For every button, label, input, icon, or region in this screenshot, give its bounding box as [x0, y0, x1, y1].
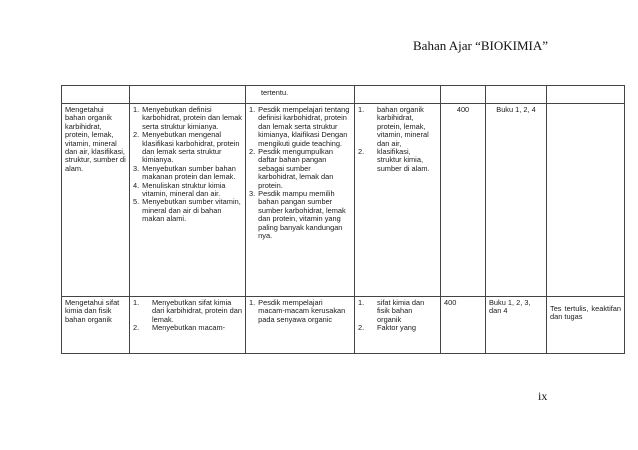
activities-cell	[246, 297, 355, 354]
learning-sources: Buku 1, 2, 4	[496, 105, 536, 114]
indicators-cell	[130, 104, 246, 297]
table-cell	[547, 86, 625, 104]
competency-text: Mengetahui sifat kimia dan fisik bahan organik	[65, 298, 120, 324]
time-cell	[441, 297, 486, 354]
list-item: 2. Menyebutkan mengenal klasifikasi karbohidrat, protein dan lemak serta struktur kimianya.	[133, 130, 240, 165]
list-item: 4. Menuliskan struktur kimia vitamin, mineral dan air.	[133, 180, 226, 199]
time-cell	[441, 104, 486, 297]
time-allocation: 400	[444, 298, 457, 307]
continuation-text: tertentu.	[261, 88, 289, 97]
table-row	[62, 104, 625, 297]
assessment-cell	[547, 297, 625, 354]
list-item: 2. Menyebutkan macam-	[133, 323, 226, 333]
list-item: 3. Pesdik mampu memilih bahan pangan sumber sumber karbohidrat, lemak dan protein, vitamin yang paling banyak kandungan nya.	[249, 189, 346, 241]
table-row	[62, 297, 625, 354]
list-item: 2. Pesdik mengumpulkan daftar bahan pangan sebagai sumber karbohidrat, lemak dan protein.	[249, 147, 334, 190]
list-item: 1. sifat kimia dan fisik bahan organik	[358, 298, 425, 324]
activity-continuation-cell	[246, 86, 355, 104]
sources-cell	[486, 297, 547, 354]
competency-cell	[62, 297, 130, 354]
list-item: 1. Pesdik mempelajari tentang definisi karbohidrat, protein dan lemak serta struktur kimianya, klaifikasi Dengan mengikuti guide teaching.	[249, 105, 350, 148]
assessment-text: Tes tertulis, keaktifan dan tugas	[550, 304, 621, 322]
list-item: 2. Faktor yang	[358, 323, 417, 333]
page-number: ix	[538, 389, 548, 403]
table-cell	[486, 86, 547, 104]
table-row-continuation	[62, 86, 625, 104]
table-cell	[130, 86, 246, 104]
assessment-cell	[547, 104, 625, 297]
sources-cell	[486, 104, 547, 297]
list-item: 5. Menyebutkan sumber vitamin, mineral dan air di bahan makan alami.	[133, 197, 241, 224]
table-cell	[355, 86, 441, 104]
document-header-title: Bahan Ajar “BIOKIMIA”	[413, 38, 549, 53]
indicators-cell	[130, 297, 246, 354]
list-item: 2. klasifikasi, struktur kimia, sumber di alam.	[358, 147, 430, 173]
list-item: 1. bahan organik karbihidrat, protein, lemak, vitamin, mineral dan air,	[358, 105, 429, 148]
list-item: 1. Menyebutkan definisi karbohidrat, protein dan lemak serta struktur kimianya.	[133, 105, 243, 131]
time-allocation: 400	[456, 105, 470, 114]
list-item: 1. Pesdik mempelajari macam-macam kerusakan pada senyawa organic	[249, 298, 346, 324]
materials-cell	[355, 104, 441, 297]
list-item: 3. Menyebutkan sumber bahan makanan protein dan lemak.	[133, 163, 236, 182]
competency-text: Mengetahui bahan organik karbihidrat, protein, lemak, vitamin, mineral dan air, klasifikasi, struktur, sumber di alam.	[65, 105, 126, 173]
activities-cell	[246, 104, 355, 297]
syllabus-table	[61, 85, 625, 354]
competency-cell	[62, 104, 130, 297]
materials-cell	[355, 297, 441, 354]
list-item: 1. Menyebutkan sifat kimia dari karbihidrat, protein dan lemak.	[133, 298, 242, 324]
table-cell	[62, 86, 130, 104]
table-cell	[441, 86, 486, 104]
learning-sources: Buku 1, 2, 3, dan 4	[489, 298, 531, 316]
